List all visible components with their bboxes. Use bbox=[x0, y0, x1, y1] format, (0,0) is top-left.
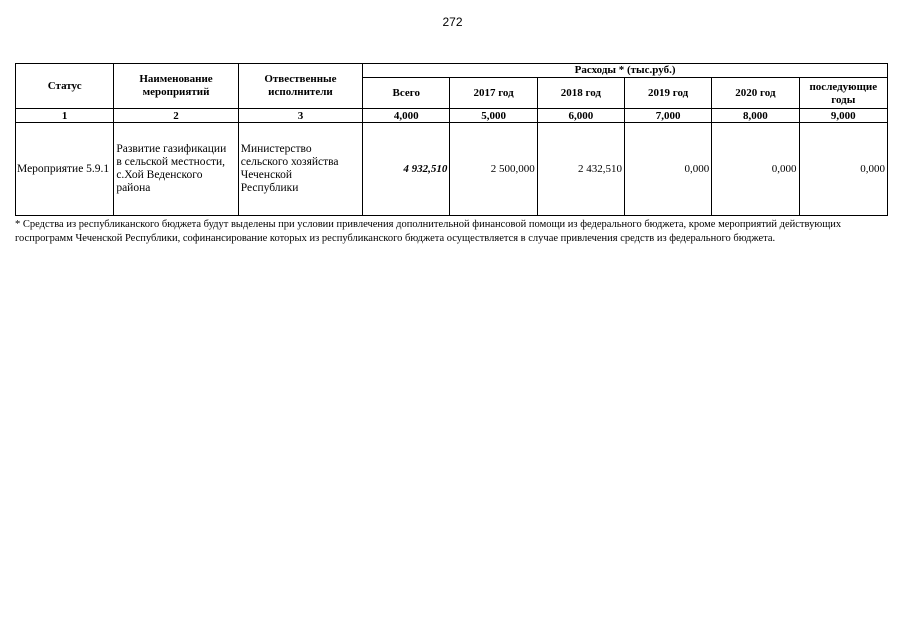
page-number: 272 bbox=[442, 15, 463, 29]
cell-name: Развитие газификации в сельской местности, с.Хой Веденского района bbox=[114, 123, 238, 216]
col-number: 9,000 bbox=[799, 109, 887, 123]
cell-2018: 2 432,510 bbox=[537, 123, 624, 216]
table-row bbox=[16, 123, 888, 216]
col-number: 3 bbox=[238, 109, 362, 123]
header-later-text: последующие годы bbox=[809, 81, 878, 106]
header-executors: Отвественные исполнители bbox=[238, 64, 362, 109]
cell-2019: 0,000 bbox=[624, 123, 711, 216]
cell-2020: 0,000 bbox=[712, 123, 799, 216]
col-number: 7,000 bbox=[624, 109, 711, 123]
header-2018: 2018 год bbox=[537, 78, 624, 109]
numbering-row bbox=[16, 109, 888, 123]
cell-total: 4 932,510 bbox=[363, 123, 450, 216]
header-2019: 2019 год bbox=[624, 78, 711, 109]
col-number: 1 bbox=[16, 109, 114, 123]
header-2020: 2020 год bbox=[712, 78, 799, 109]
header-status: Статус bbox=[16, 64, 114, 109]
col-number: 5,000 bbox=[450, 109, 537, 123]
cell-executor: Министерство сельского хозяйства Чеченской Республики bbox=[238, 123, 362, 216]
header-expenses: Расходы * (тыс.руб.) bbox=[363, 64, 888, 78]
budget-table bbox=[15, 63, 888, 216]
col-number: 6,000 bbox=[537, 109, 624, 123]
header-name: Наименование мероприятий bbox=[114, 64, 238, 109]
header-row-1 bbox=[16, 64, 888, 78]
header-later bbox=[799, 78, 887, 109]
header-total: Всего bbox=[363, 78, 450, 109]
header-2017: 2017 год bbox=[450, 78, 537, 109]
cell-later: 0,000 bbox=[799, 123, 887, 216]
col-number: 8,000 bbox=[712, 109, 799, 123]
col-number: 2 bbox=[114, 109, 238, 123]
cell-status: Мероприятие 5.9.1 bbox=[16, 123, 114, 216]
cell-2017: 2 500,000 bbox=[450, 123, 537, 216]
footnote: * Средства из республиканского бюджета будут выделены при условии привлечения дополнительной финансовой помощи из федерального бюджета, кроме мероприятий действующих госпрограмм Чеченской Республики, софинансирование которых из республиканского бюджета осуществляется в случае привлечения средств из федерального бюджета. bbox=[15, 219, 842, 244]
col-number: 4,000 bbox=[363, 109, 450, 123]
